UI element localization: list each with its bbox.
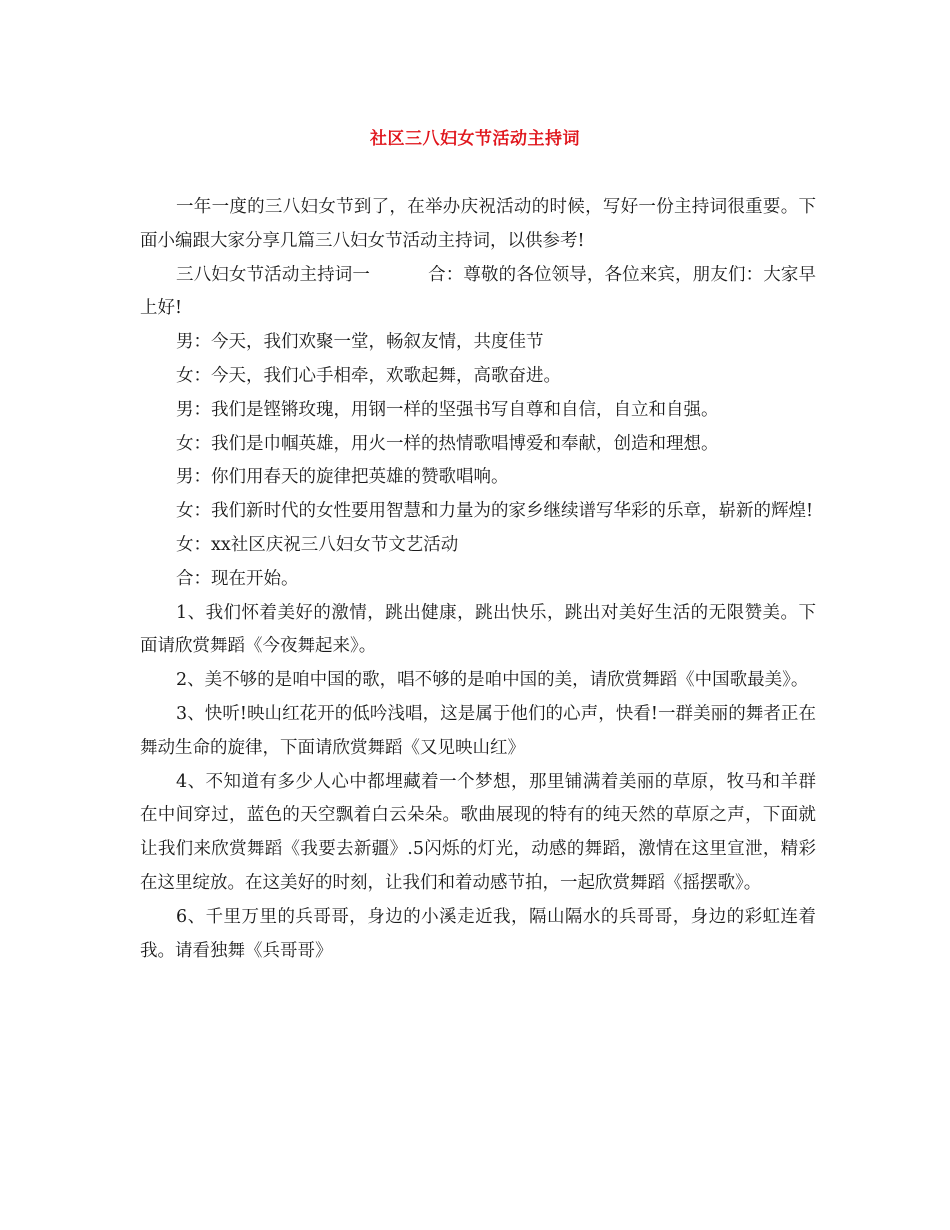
document-title: 社区三八妇女节活动主持词 (370, 129, 580, 149)
body-paragraph: 3、快听!映山红花开的低吟浅唱，这是属于他们的心声，快看!一群美丽的舞者正在舞动生命的旋律，下面请欣赏舞蹈《又见映山红》 (140, 703, 816, 758)
body-paragraph: 男：今天，我们欢聚一堂，畅叙友情，共度佳节 (176, 332, 544, 353)
document-body (140, 191, 816, 968)
section-opening-text: 合：尊敬的各位领导，各位来宾，朋友们：大家早上好! (140, 264, 816, 319)
section-opening-paragraph (140, 259, 816, 327)
body-paragraph: 女：我们新时代的女性要用智慧和力量为的家乡继续谱写华彩的乐章，崭新的辉煌! (176, 501, 814, 522)
body-paragraph: 6、千里万里的兵哥哥，身边的小溪走近我，隔山隔水的兵哥哥，身边的彩虹连着我。请看独舞《兵哥哥》 (140, 906, 816, 961)
body-paragraph: 女：我们是巾帼英雄，用火一样的热情歌唱博爱和奉献，创造和理想。 (176, 433, 719, 454)
body-paragraph: 男：我们是铿锵玫瑰，用钢一样的坚强书写自尊和自信，自立和自强。 (176, 399, 719, 420)
body-paragraph: 男：你们用春天的旋律把英雄的赞歌唱响。 (176, 467, 509, 488)
section-heading: 三八妇女节活动主持词一 (176, 264, 370, 285)
body-paragraph: 4、不知道有多少人心中都埋藏着一个梦想，那里铺满着美丽的草原，牧马和羊群在中间穿过，蓝色的天空飘着白云朵朵。歌曲展现的特有的纯天然的草原之声，下面就让我们来欣赏舞蹈《我要去新疆》.5闪烁的灯光，动感的舞蹈，激情在这里宣泄，精彩在这里绽放。在这美好的时刻，让我们和着动感节拍，一起欣赏舞蹈《摇摆歌》。 (140, 771, 816, 893)
body-paragraph: 女：xx社区庆祝三八妇女节文艺活动 (176, 534, 459, 555)
body-paragraph: 女：今天，我们心手相牵，欢歌起舞，高歌奋进。 (176, 365, 561, 386)
intro-paragraph: 一年一度的三八妇女节到了，在举办庆祝活动的时候，写好一份主持词很重要。下面小编跟大家分享几篇三八妇女节活动主持词，以供参考! (140, 197, 816, 251)
body-paragraph: 1、我们怀着美好的激情，跳出健康，跳出快乐，跳出对美好生活的无限赞美。下面请欣赏舞蹈《今夜舞起来》。 (140, 602, 816, 657)
body-paragraph: 2、美不够的是咱中国的歌，唱不够的是咱中国的美，请欣赏舞蹈《中国歌最美》。 (176, 670, 809, 691)
body-paragraph: 合：现在开始。 (176, 568, 299, 589)
